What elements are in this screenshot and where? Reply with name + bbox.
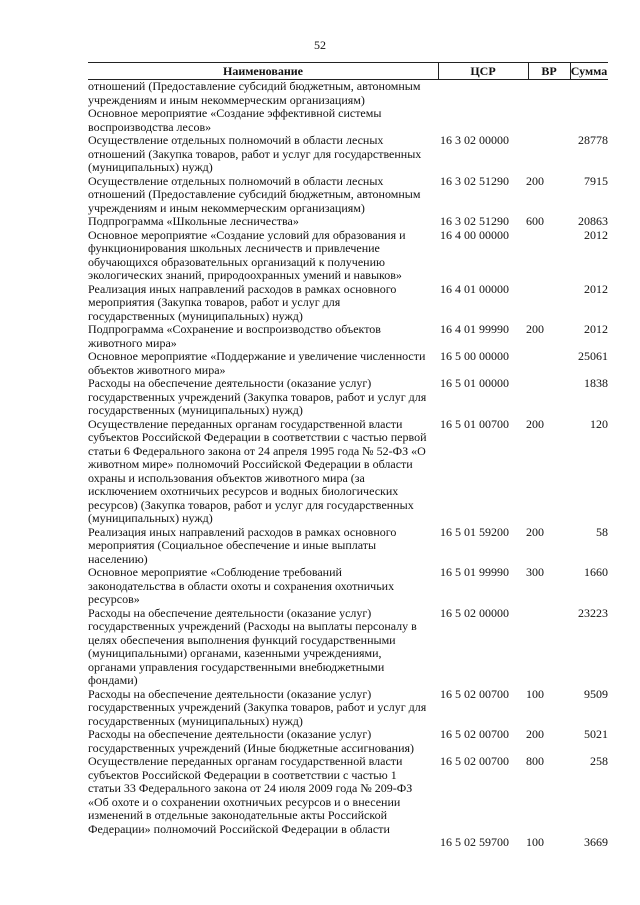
row-sum-cell: 5021: [584, 727, 608, 741]
table-header: [88, 62, 608, 80]
row-csr-cell: 16 3 02 51290: [440, 214, 509, 228]
row-name-cell: Реализация иных направлений расходов в рамках основного мероприятия (Закупка товаров, работ и услуг для государственных (муниципальных) нужд): [88, 281, 397, 323]
row-csr-cell: 16 5 02 00700: [440, 754, 509, 768]
row-sum-cell: 1838: [584, 376, 608, 390]
row-csr-cell: 16 5 01 59200: [440, 524, 509, 539]
header-vr: ВР: [541, 64, 557, 78]
table-row: [88, 376, 608, 431]
row-sum-cell: 58: [596, 524, 608, 539]
header-divider: [438, 63, 439, 79]
row-name-cell: Осуществление отдельных полномочий в области лесных отношений (Предоставление субсидий бюджетным, автономным учреждениям и иным некоммерческим организациям): [88, 173, 421, 215]
row-vr-cell: 600: [526, 214, 544, 228]
row-name-cell: Основное мероприятие «Создание эффективной системы воспроизводства лесов»: [88, 106, 382, 134]
table-row: [88, 754, 608, 849]
table-row: [88, 214, 608, 242]
row-name-cell: Реализация иных направлений расходов в рамках основного мероприятия (Социальное обеспечение и иные выплаты населению): [88, 524, 397, 566]
row-sum-cell: 258: [590, 754, 608, 768]
row-sum-cell: 1660: [584, 565, 608, 579]
row-csr-cell: 16 4 01 99990: [440, 322, 509, 336]
row-csr-cell: 16 5 02 59700: [440, 835, 509, 849]
table-row: [88, 133, 608, 188]
table-row: [88, 106, 608, 147]
row-csr-cell: 16 4 00 00000: [440, 227, 509, 242]
budget-table: [88, 62, 608, 849]
row-name-cell: Основное мероприятие «Поддержание и увеличение численности объектов животного мира»: [88, 349, 426, 377]
row-csr-cell: 16 5 02 00700: [440, 727, 509, 741]
row-sum-cell: 20863: [578, 214, 608, 228]
row-sum-cell: 3669: [584, 835, 608, 849]
row-vr-cell: 800: [526, 754, 544, 768]
row-sum-cell: 2012: [584, 281, 608, 296]
row-csr-cell: 16 5 02 00000: [440, 605, 509, 620]
row-csr-cell: 16 3 02 51290: [440, 173, 509, 188]
row-vr-cell: 100: [526, 686, 544, 701]
row-name-cell: Основное мероприятие «Соблюдение требований законодательства в области охоты и сохранения охотничьих ресурсов»: [88, 565, 395, 606]
row-sum-cell: 7915: [584, 173, 608, 188]
row-sum-cell: 9509: [584, 686, 608, 701]
row-csr-cell: 16 5 02 00700: [440, 686, 509, 701]
row-sum-cell: 25061: [578, 349, 608, 363]
row-vr-cell: 200: [526, 727, 544, 741]
row-csr-cell: 16 5 01 00000: [440, 376, 509, 390]
row-csr-cell: 16 5 01 00700: [440, 416, 509, 431]
row-name-cell: Расходы на обеспечение деятельности (оказание услуг) государственных учреждений (Расходы на выплаты персоналу в целях обеспечения выполнения функций государственными (муниципальными) органами, казенными учреждениями, органами управления государственными внебюджетными фондами): [88, 605, 417, 687]
row-sum-cell: 2012: [584, 227, 608, 242]
row-csr-cell: 16 5 01 99990: [440, 565, 509, 579]
row-name-cell: Подпрограмма «Сохранение и воспроизводство объектов животного мира»: [88, 322, 381, 350]
header-divider: [570, 63, 571, 79]
table-row: [88, 227, 608, 296]
row-name-cell: отношений (Предоставление субсидий бюджетным, автономным учреждениям и иным некоммерческим организациям): [88, 79, 421, 107]
row-vr-cell: 100: [526, 835, 544, 849]
row-vr-cell: 200: [526, 173, 544, 188]
header-sum: Сумма: [570, 64, 608, 78]
row-sum-cell: 120: [590, 416, 608, 431]
row-vr-cell: 200: [526, 524, 544, 539]
table-row: [88, 349, 608, 390]
row-vr-cell: 200: [526, 416, 544, 431]
table-row: [88, 565, 608, 620]
row-csr-cell: 16 5 00 00000: [440, 349, 509, 363]
row-name-cell: Подпрограмма «Школьные лесничества»: [88, 214, 299, 228]
table-row: [88, 524, 608, 579]
row-name-cell: Осуществление отдельных полномочий в области лесных отношений (Закупка товаров, работ и услуг для государственных (муниципальных) нужд): [88, 133, 422, 174]
header-divider: [528, 63, 529, 79]
row-sum-cell: 23223: [578, 605, 608, 620]
table-body: [88, 79, 608, 849]
table-row: [88, 727, 608, 768]
table-row: [88, 605, 608, 701]
row-sum-cell: 2012: [584, 322, 608, 336]
page-number: 52: [314, 38, 326, 52]
row-vr-cell: 200: [526, 322, 544, 336]
header-csr: ЦСР: [470, 64, 496, 78]
row-csr-cell: 16 4 01 00000: [440, 281, 509, 296]
row-csr-cell: 16 3 02 00000: [440, 133, 509, 147]
row-name-cell: Расходы на обеспечение деятельности (оказание услуг) государственных учреждений (Закупка товаров, работ и услуг для государственных (муниципальных) нужд): [88, 686, 427, 728]
row-sum-cell: 28778: [578, 133, 608, 147]
row-name-cell: Расходы на обеспечение деятельности (оказание услуг) государственных учреждений (Закупка товаров, работ и услуг для государственных (муниципальных) нужд): [88, 376, 427, 417]
table-row: [88, 416, 608, 539]
header-name: Наименование: [223, 64, 303, 78]
row-name-cell: Расходы на обеспечение деятельности (оказание услуг) государственных учреждений (Иные бюджетные ассигнования): [88, 727, 415, 755]
row-name-cell: Основное мероприятие «Создание условий для образования и функционирования школьных лесничеств и привлечение обучающихся образовательных организаций к получению экологических знаний, природоохранных умений и навыков»: [88, 227, 406, 282]
table-row: [88, 80, 608, 107]
row-name-cell: Осуществление переданных органам государственной власти субъектов Российской Федерации в соответствии с частью 1 статьи 33 Федерального закона от 24 июля 2009 года № 209-ФЗ «Об охоте и о сохранении охотничьих ресурсов и о внесении изменений в отдельные законодательные акты Российской Федерации» полномочий Российской Федерации в области: [88, 754, 413, 836]
row-vr-cell: 300: [526, 565, 544, 579]
row-name-cell: Осуществление переданных органам государственной власти субъектов Российской Федерации в соответствии с частью первой статьи 6 Федерального закона от 24 апреля 1995 года № 52-ФЗ «О животном мире» полномочий Российской Федерации в области охраны и использования объектов животного мира (за исключением охотничьих ресурсов и водных биологических ресурсов) (Закупка товаров, работ и услуг для государственных (муниципальных) нужд): [88, 416, 427, 525]
